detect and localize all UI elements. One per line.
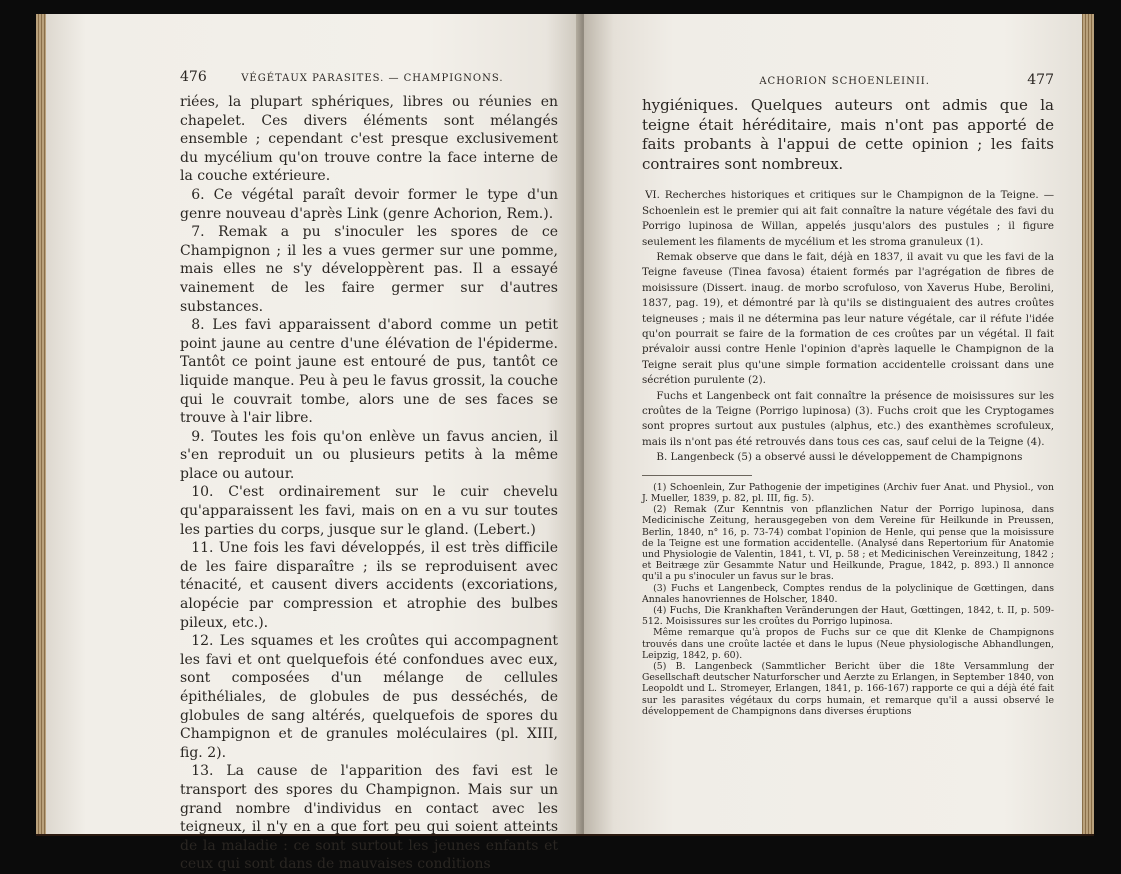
- right-running-head: ACHORION SCHOENLEINII.: [759, 76, 930, 87]
- right-page-number: 477: [1027, 72, 1054, 88]
- paragraph: 11. Une fois les favi développés, il est très difficile de les faire disparaître ; ils se reproduisent avec ténacité, et causent divers accidents (excoriations, alopécie par compression et atrophie des bulbes pileux, etc.).: [180, 540, 558, 631]
- paragraph: hygiéniques. Quelques auteurs ont admis que la teigne était héréditaire, mais n'ont pas apporté de faits probants à l'appui de cette opinion ; les faits contraires sont nombreux.: [642, 96, 1054, 173]
- paragraph: 8. Les favi apparaissent d'abord comme un petit point jaune au centre d'une élévation de l'épiderme. Tantôt ce point jaune est entouré de pus, tantôt ce liquide manque. Peu à peu le favus grossit, la couche qui le couvrait tombe, alors une de ses faces se trouve à l'air libre.: [180, 317, 558, 427]
- left-page: [46, 14, 584, 873]
- footnote: (3) Fuchs et Langenbeck, Comptes rendus de la polyclinique de Gœttingen, dans Annales hanovriennes de Holscher, 1840.: [642, 582, 1054, 605]
- footnote: Même remarque qu'à propos de Fuchs sur ce que dit Klenke de Champignons trouvés dans une croûte lactée et dans le lupus (Neue physiologische Abhandlungen, Leipzig, 1842, p. 60).: [642, 627, 1054, 661]
- left-running-head: VÉGÉTAUX PARASITES. — CHAMPIGNONS.: [241, 73, 504, 84]
- right-page-body: [642, 188, 1054, 465]
- paragraph: B. Langenbeck (5) a observé aussi le développement de Champignons: [656, 451, 1023, 464]
- paragraph: Remak observe que dans le fait, déjà en 1837, il avait vu que les favi de la Teigne faveuse (Tinea favosa) étaient formés par l'agrégation de fibres de moisissure (Dissert. inaug. de morbo scrofuloso, von Xaverus Hube, Berolini, 1837, pag. 19), et démontré par là qu'ils se distinguaient des autres croûtes teigneuses ; mais il ne détermina pas leur nature végétale, car il réfute l'idée qu'on pourrait se faire de la formation de ces croûtes par un végétal. Il fait prévaloir aussi contre Henle l'opinion d'après laquelle le Champignon de la Teigne serait plus qu'une simple formation accidentelle croissant dans une sécrétion purulente (2).: [642, 251, 1054, 387]
- footnote-rule: [642, 475, 752, 476]
- paragraph: 6. Ce végétal paraît devoir former le type d'un genre nouveau d'après Link (genre Achorion, Rem.).: [180, 186, 558, 222]
- right-page-edge: [1082, 14, 1094, 834]
- footnotes: [642, 482, 1054, 717]
- open-book: [36, 14, 1094, 873]
- paragraph: 12. Les squames et les croûtes qui accompagnent les favi et ont quelquefois été confondues avec eux, sont composées d'un mélange de cellules épithéliales, de globules de pus desséchés, de globules de sang altérés, quelquefois de spores du Champignon et de granules moléculaires (pl. XIII, fig. 2).: [180, 633, 558, 761]
- section-heading-paragraph: VI. Recherches historiques et critiques sur le Champignon de la Teigne. — Schoenlein est le premier qui ait fait connaître la nature végétale des favi du Porrigo lupinosa de Willan, appelés jusqu'alors des pustules ; il figure seulement les filaments de mycélium et les stroma granuleux (1).: [642, 189, 1054, 248]
- left-page-text: [180, 93, 558, 874]
- paragraph: 9. Toutes les fois qu'on enlève un favus ancien, il s'en reproduit un ou plusieurs petits à la même place ou autour.: [180, 428, 558, 482]
- paragraph: 7. Remak a pu s'inoculer les spores de ce Champignon ; il les a vues germer sur une pomme, mais elles ne s'y développèrent pas. Il a essayé vainement de les faire germer sur d'autres substances.: [180, 224, 558, 315]
- right-page-opening: [642, 96, 1054, 174]
- paragraph: riées, la plupart sphériques, libres ou réunies en chapelet. Ces divers éléments sont mélangés ensemble ; cependant c'est presque exclusivement du mycélium qu'on trouve contre la face interne de la couche extérieure.: [180, 94, 558, 185]
- left-page-header: [180, 69, 558, 83]
- footnote: (5) B. Langenbeck (Sammtlicher Bericht über die 18te Versammlung der Gesellschaft deutscher Naturforscher und Aerzte zu Erlangen, in September 1840, von Leopoldt und L. Stromeyer, Erlangen, 1841, p. 166-167) rapporte ce qui a déjà été fait sur les parasites végétaux du corps humain, et remarque qu'il a aussi observé le développement de Champignons dans diverses éruptions: [642, 660, 1054, 717]
- left-page-number: 476: [180, 69, 207, 85]
- right-page-header: [642, 72, 1054, 86]
- paragraph: 10. C'est ordinairement sur le cuir chevelu qu'apparaissent les favi, mais on en a vu sur toutes les parties du corps, jusque sur le gland. (Lebert.): [180, 484, 558, 538]
- paragraph: 13. La cause de l'apparition des favi est le transport des spores du Champignon. Mais sur un grand nombre d'individus en contact avec les teigneux, il n'y en a que fort peu qui soient atteints de la maladie : ce sont surtout les jeunes enfants et ceux qui sont dans de mauvaises conditions: [180, 763, 558, 873]
- paragraph: Fuchs et Langenbeck ont fait connaître la présence de moisissures sur les croûtes de la Teigne (Porrigo lupinosa) (3). Fuchs croit que les Cryptogames sont propres surtout aux pustules (alphus, etc.) des exanthèmes scrofuleux, mais ils n'ont pas été retrouvés dans tous ces cas, sauf celui de la Teigne (4).: [642, 389, 1054, 448]
- footnote: (1) Schoenlein, Zur Pathogenie der impetigines (Archiv fuer Anat. und Physiol., von J. Mueller, 1839, p. 82, pl. III, fig. 5).: [642, 481, 1054, 504]
- footnote: (2) Remak (Zur Kenntnis von pflanzlichen Natur der Porrigo lupinosa, dans Medicinische Zeitung, herausgegeben von dem Vereine für Heilkunde in Preussen, Berlin, 1840, n° 16, p. 73-74) combat l'opinion de Henle, qui pense que la moisissure de la Teigne est une formation accidentelle. (Analysé dans Repertorium für Anatomie und Physiologie de Valentin, 1841, t. VI, p. 58 ; et Medicinischen Vereinzeitung, 1842 ; et Beitræge zür Gesammte Natur und Heilkunde, Prague, 1842, p. 893.) Il annonce qu'il a pu s'inoculer un favus sur le bras.: [642, 504, 1054, 583]
- right-page: [584, 14, 1084, 834]
- footnote: (4) Fuchs, Die Krankhaften Veränderungen der Haut, Gœttingen, 1842, t. II, p. 509-512. Moisissures sur les croûtes du Porrigo lupinosa.: [642, 604, 1054, 628]
